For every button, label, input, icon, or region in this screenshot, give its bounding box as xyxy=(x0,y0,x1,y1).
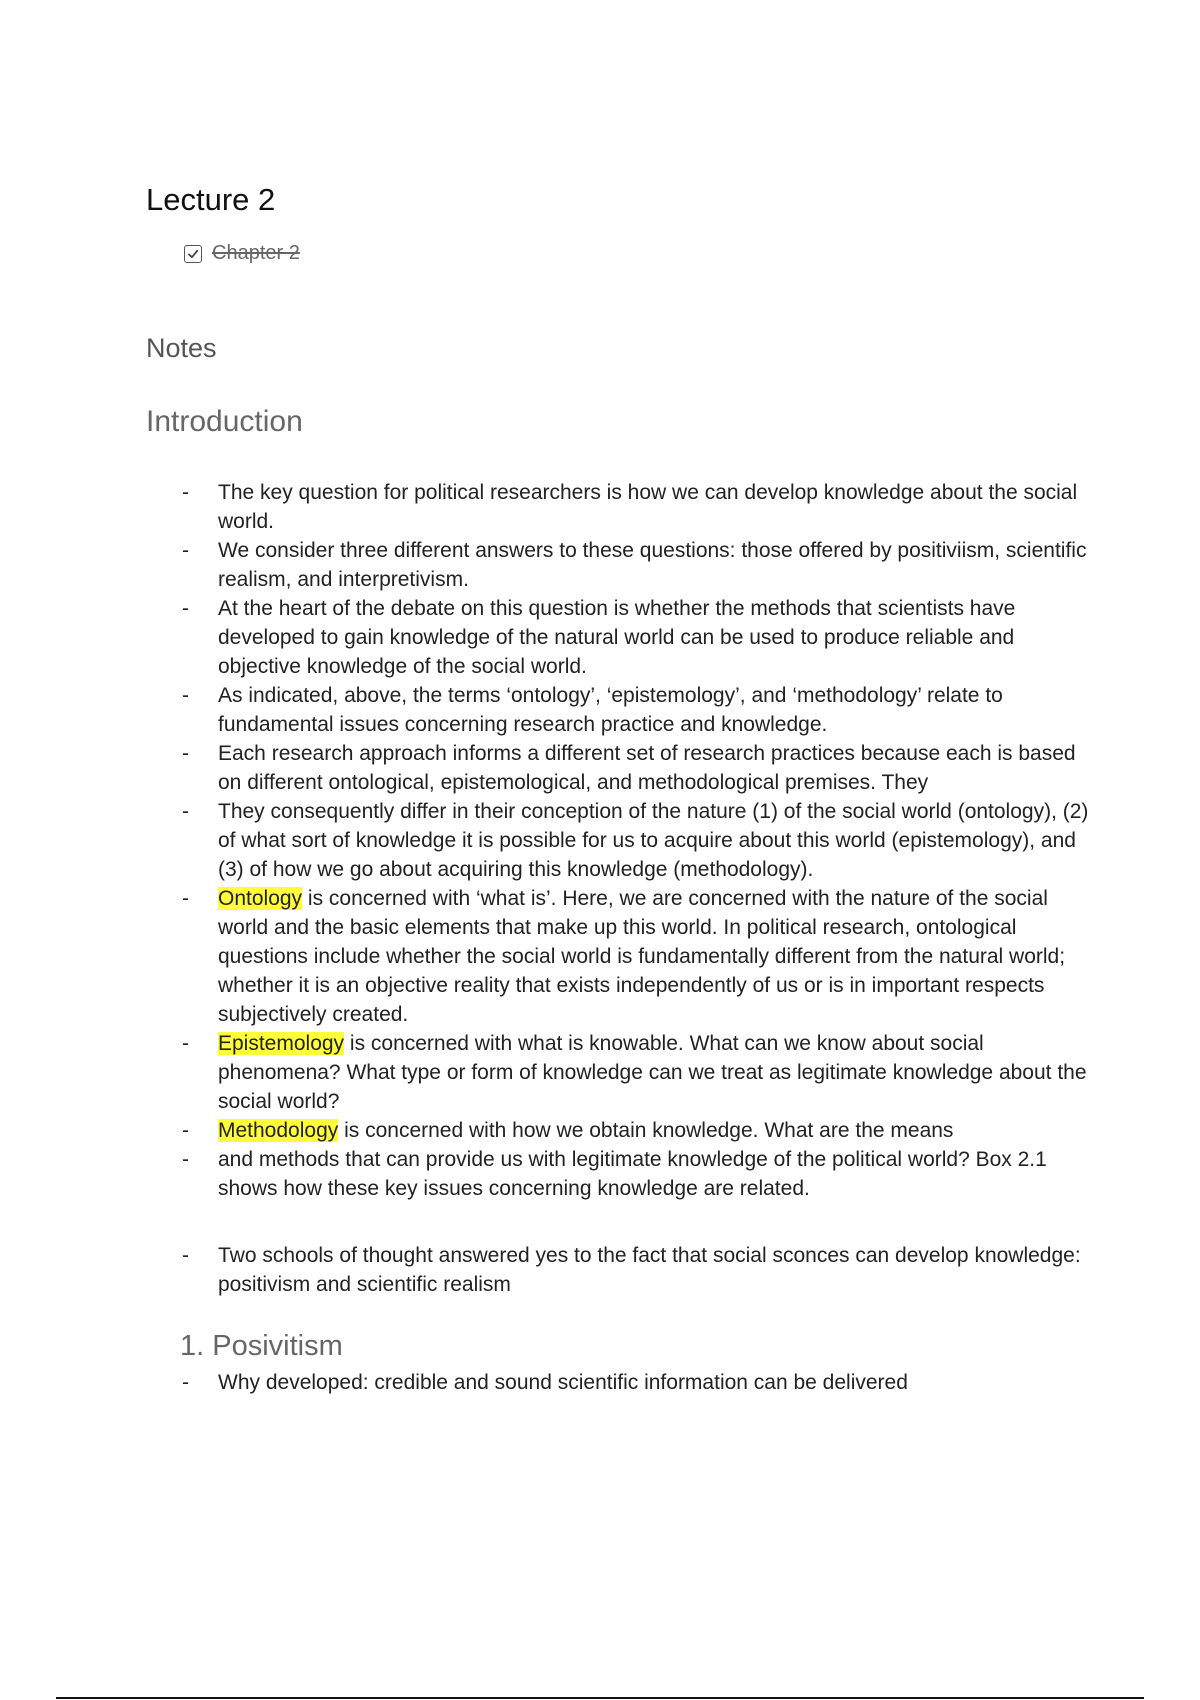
list-item xyxy=(180,1241,1100,1299)
positivism-bullet-list xyxy=(180,1368,1100,1397)
section-title: Posivitism xyxy=(212,1330,343,1362)
list-item xyxy=(180,1029,1100,1116)
introduction-bullet-list xyxy=(180,478,1100,1203)
bullet-marker: - xyxy=(182,887,189,910)
checkbox-checked-icon[interactable] xyxy=(184,245,202,263)
bullet-text: is concerned with how we obtain knowledge. What are the means xyxy=(338,1119,954,1142)
list-item xyxy=(180,594,1100,681)
bullet-marker: - xyxy=(182,800,189,823)
list-item xyxy=(180,1145,1100,1203)
bullet-text: They consequently differ in their conception of the nature (1) of the social world (ontology), (2) of what sort of knowledge it is possible for us to acquire about this world (epistemology), and (3) of how we go about acquiring this knowledge (methodology). xyxy=(218,800,1089,881)
introduction-heading: Introduction xyxy=(146,405,303,438)
bullet-marker: - xyxy=(182,1148,189,1171)
bullet-marker: - xyxy=(182,1371,189,1394)
bullet-text: is concerned with ‘what is’. Here, we are concerned with the nature of the social world and the basic elements that make up this world. In political research, ontological questions include whether the social world is fundamentally different from the natural world; whether it is an objective reality that exists independently of us or is in important respects subjectively created. xyxy=(218,887,1066,1026)
list-item xyxy=(180,681,1100,739)
bullet-marker: - xyxy=(182,742,189,765)
section-number: 1. xyxy=(180,1330,205,1362)
highlighted-term-methodology: Methodology xyxy=(218,1119,339,1142)
bullet-text: As indicated, above, the terms ‘ontology’, ‘epistemology’, and ‘methodology’ relate to fundamental issues concerning research practice and knowledge. xyxy=(218,684,1003,736)
list-item xyxy=(180,1368,1100,1397)
schools-bullet-list xyxy=(180,1241,1100,1299)
bullet-marker: - xyxy=(182,1244,189,1267)
section-heading-positivism xyxy=(180,1330,343,1363)
bullet-text: The key question for political researchers is how we can develop knowledge about the social world. xyxy=(218,481,1078,533)
bullet-text: Why developed: credible and sound scientific information can be delivered xyxy=(218,1371,908,1394)
bullet-text: Each research approach informs a different set of research practices because each is based on different ontological, epistemological, and methodological premises. They xyxy=(218,742,1076,794)
checklist-label: Chapter 2 xyxy=(212,242,300,264)
list-item xyxy=(180,1116,1100,1145)
bullet-marker: - xyxy=(182,481,189,504)
highlighted-term-ontology: Ontology xyxy=(218,887,303,910)
bullet-text: At the heart of the debate on this question is whether the methods that scientists have developed to gain knowledge of the natural world can be used to produce reliable and objective knowledge of the social world. xyxy=(218,597,1016,678)
bullet-marker: - xyxy=(182,1032,189,1055)
list-item xyxy=(180,536,1100,594)
highlighted-term-epistemology: Epistemology xyxy=(218,1032,345,1055)
list-item xyxy=(180,884,1100,1029)
bullet-marker: - xyxy=(182,684,189,707)
page-bottom-rule xyxy=(56,1697,1144,1699)
bullet-marker: - xyxy=(182,1119,189,1142)
bullet-text: Two schools of thought answered yes to the fact that social sconces can develop knowledge: positivism and scientific realism xyxy=(218,1244,1081,1296)
notes-heading: Notes xyxy=(146,333,217,363)
bullet-text: is concerned with what is knowable. What can we know about social phenomena? What type or form of knowledge can we treat as legitimate knowledge about the social world? xyxy=(218,1032,1087,1113)
bullet-marker: - xyxy=(182,597,189,620)
bullet-text: and methods that can provide us with legitimate knowledge of the political world? Box 2.1 shows how these key issues concerning knowledge are related. xyxy=(218,1148,1047,1200)
list-item xyxy=(180,739,1100,797)
checklist-item[interactable] xyxy=(184,242,300,265)
page-title: Lecture 2 xyxy=(146,182,276,217)
bullet-marker: - xyxy=(182,539,189,562)
list-item xyxy=(180,797,1100,884)
list-item xyxy=(180,478,1100,536)
bullet-text: We consider three different answers to these questions: those offered by positiviism, scientific realism, and interpretivism. xyxy=(218,539,1087,591)
